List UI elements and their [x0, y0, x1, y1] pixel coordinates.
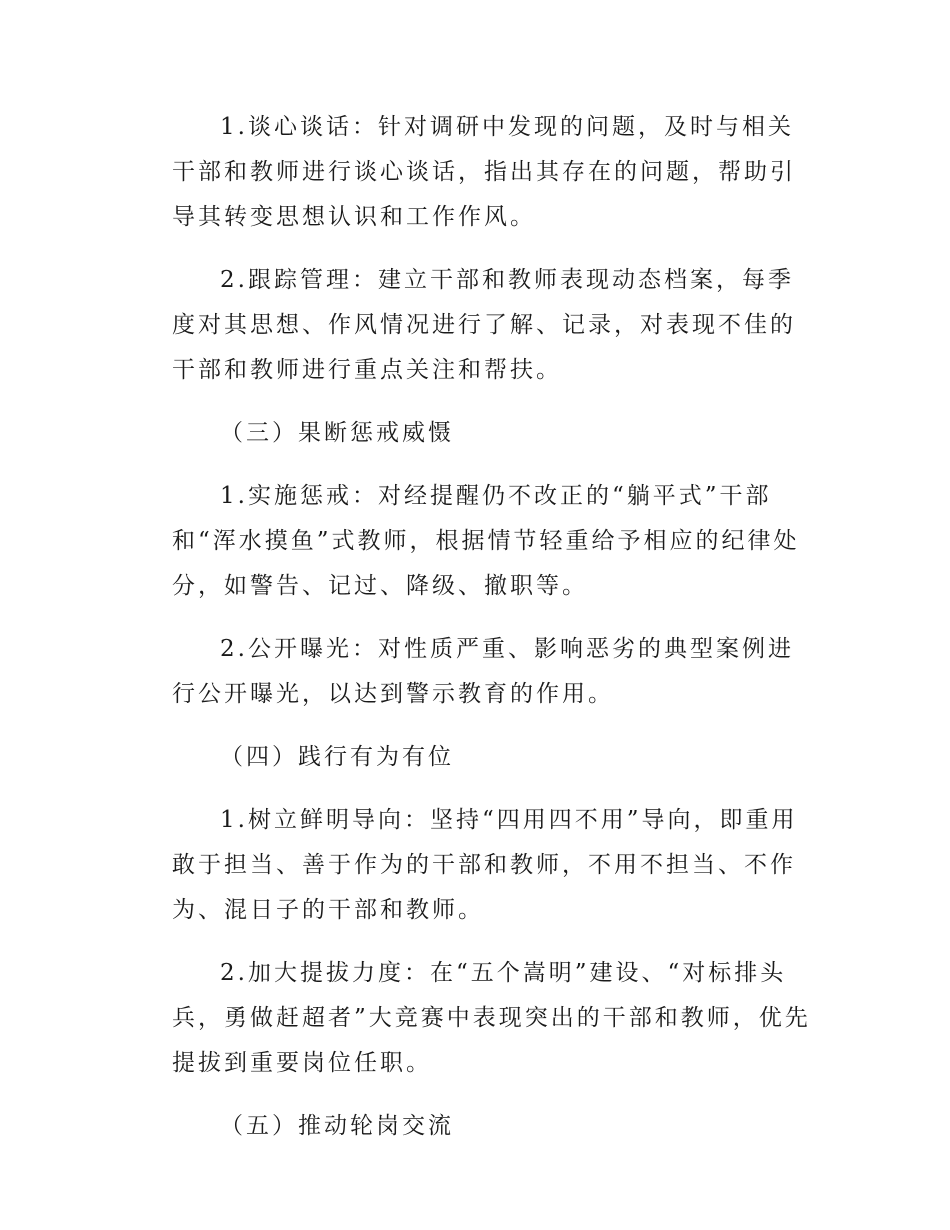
section-heading-3: （三）果断惩戒威慑: [220, 420, 454, 446]
paragraph-exposure: 2.公开曝光：对性质严重、影响恶劣的典型案例进行公开曝光，以达到警示教育的作用。: [172, 636, 794, 707]
paragraph-discipline: 1.实施惩戒：对经提醒仍不改正的“躺平式”干部和“浑水摸鱼”式教师，根据情节轻重给予相应的纪律处分，如警告、记过、降级、撤职等。: [172, 483, 800, 599]
section-heading-4: （四）践行有为有位: [220, 744, 454, 770]
paragraph-tracking: 2.跟踪管理：建立干部和教师表现动态档案，每季度对其思想、作风情况进行了解、记录，对表现不佳的干部和教师进行重点关注和帮扶。: [172, 267, 796, 383]
paragraph-talk: 1.谈心谈话：针对调研中发现的问题，及时与相关干部和教师进行谈心谈话，指出其存在的问题，帮助引导其转变思想认识和工作作风。: [172, 114, 796, 230]
paragraph-orientation: 1.树立鲜明导向：坚持“四用四不用”导向，即重用敢于担当、善于作为的干部和教师，不用不担当、不作为、混日子的干部和教师。: [172, 807, 798, 923]
section-heading-5: （五）推动轮岗交流: [220, 1113, 454, 1139]
document-body: [172, 105, 812, 1167]
paragraph-promotion: 2.加大提拔力度：在“五个嵩明”建设、“对标排头兵，勇做赶超者”大竞赛中表现突出的干部和教师，优先提拔到重要岗位任职。: [172, 960, 811, 1076]
